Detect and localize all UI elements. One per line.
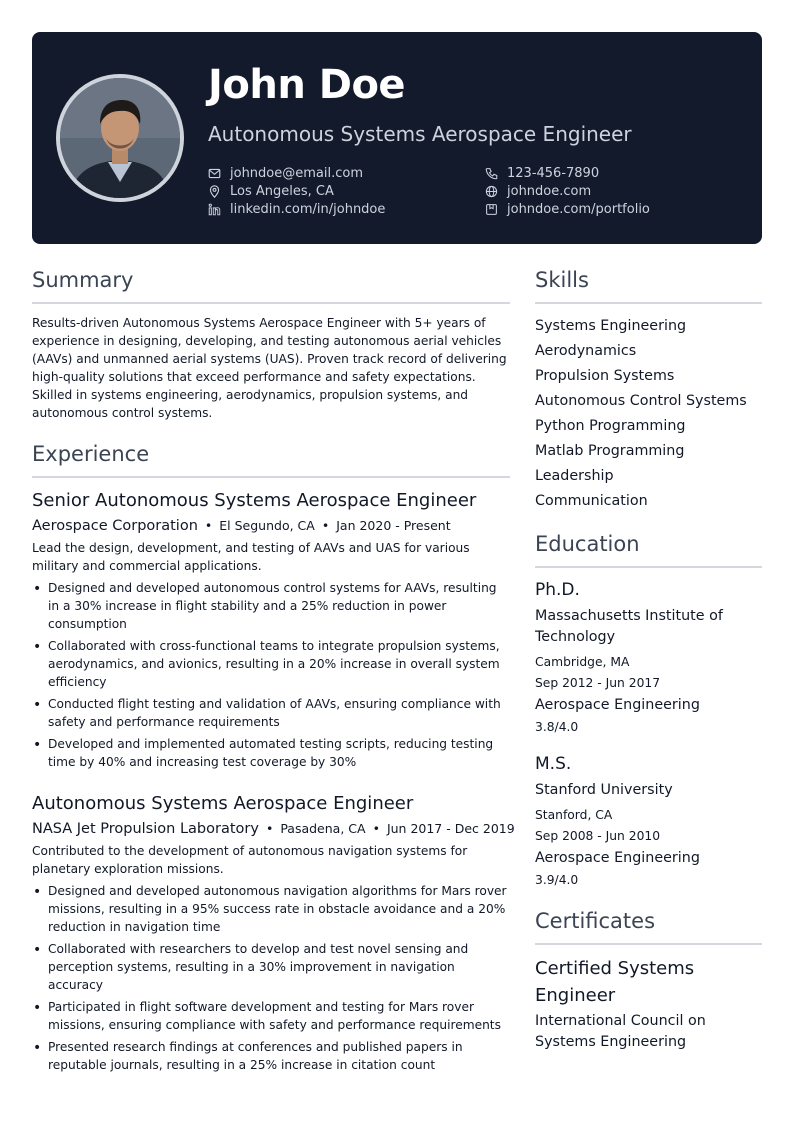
- job-bullets: [32, 882, 510, 1074]
- profile-photo: [56, 74, 184, 202]
- resume-header: [32, 32, 762, 244]
- edu-dates: Sep 2008 - Jun 2010: [535, 829, 661, 843]
- mail-icon: [208, 167, 221, 180]
- certificate-name: Certified Systems Engineer: [535, 958, 695, 1006]
- contact-website[interactable]: [485, 184, 591, 199]
- contact-phone[interactable]: [485, 166, 599, 181]
- contact-linkedin[interactable]: [208, 202, 385, 217]
- education-list: [535, 580, 762, 887]
- list-item: • Designed and developed autonomous control systems for AAVs, resulting in a 30% increase in flight stability and a 25% reduction in power consumption: [32, 579, 510, 633]
- summary-heading: Summary: [32, 268, 510, 304]
- job-dates: Jan 2020 - Present: [336, 518, 451, 533]
- skill-item: Python Programming: [535, 418, 686, 434]
- edu-school: Stanford University: [535, 782, 673, 798]
- job-bullets: [32, 579, 510, 771]
- certificate-org: International Council on Systems Engineering: [535, 1013, 706, 1050]
- contact-email-text: johndoe@email.com: [230, 166, 363, 181]
- contact-website-text: johndoe.com: [507, 184, 592, 199]
- profile-photo-image: [60, 78, 180, 198]
- job-company: Aerospace Corporation: [32, 518, 198, 534]
- phone-icon: [485, 167, 498, 180]
- job-description: Contributed to the development of autonomous navigation systems for planetary exploration missions.: [32, 844, 468, 876]
- candidate-name: John Doe: [208, 62, 406, 108]
- globe-icon: [485, 185, 498, 198]
- separator-dot: •: [204, 518, 213, 533]
- skill-item: Systems Engineering: [535, 318, 687, 334]
- job-meta: [32, 518, 510, 534]
- edu-location: Cambridge, MA: [535, 655, 630, 669]
- job-entry: [32, 490, 510, 771]
- edu-field: Aerospace Engineering: [535, 697, 700, 713]
- job-title: Autonomous Systems Aerospace Engineer: [32, 793, 414, 814]
- list-item: • Conducted flight testing and validation of AAVs, ensuring compliance with safety and performance requirements: [32, 695, 510, 731]
- certificate-entry: [535, 955, 762, 1053]
- candidate-role: Autonomous Systems Aerospace Engineer: [208, 122, 632, 146]
- map-pin-icon: [208, 185, 221, 198]
- job-entry: [32, 793, 515, 1074]
- separator-dot: •: [372, 821, 380, 836]
- skill-item: Communication: [535, 493, 648, 509]
- list-item: • Collaborated with cross-functional teams to integrate propulsion systems, aerodynamics, and avionics, resulting in a 20% increase in overall system efficiency: [32, 637, 510, 691]
- contact-linkedin-text: linkedin.com/in/johndoe: [230, 202, 386, 217]
- education-entry: [535, 754, 762, 887]
- separator-dot: •: [265, 821, 274, 836]
- edu-degree: M.S.: [535, 754, 572, 774]
- skills-heading: Skills: [535, 268, 762, 304]
- certificates-heading: Certificates: [535, 909, 762, 945]
- job-company: NASA Jet Propulsion Laboratory: [32, 821, 259, 837]
- edu-dates: Sep 2012 - Jun 2017: [535, 676, 661, 690]
- skill-item: Leadership: [535, 468, 614, 484]
- job-location: El Segundo, CA: [219, 518, 315, 533]
- job-dates: Jun 2017 - Dec 2019: [386, 821, 515, 836]
- list-item: • Developed and implemented automated testing scripts, reducing testing time by 40% and increasing test coverage by 30%: [32, 735, 510, 771]
- edu-gpa: 3.9/4.0: [535, 873, 579, 887]
- contact-location: [208, 184, 334, 199]
- list-item: • Collaborated with researchers to develop and test novel sensing and perception systems, resulting in a 30% improvement in navigation accuracy: [32, 940, 510, 994]
- skill-item: Propulsion Systems: [535, 368, 675, 384]
- summary-text: Results-driven Autonomous Systems Aerospace Engineer with 5+ years of experience in designing, developing, and testing autonomous aerial vehicles (AAVs) and unmanned aerial systems (UAS). Proven track record of delivering high-quality solutions that exceed performance and safety expectations. Skilled in systems engineering, aerodynamics, propulsion systems, and autonomous control systems.: [32, 316, 507, 420]
- skill-item: Aerodynamics: [535, 343, 637, 359]
- contact-portfolio[interactable]: [485, 202, 650, 217]
- list-item: • Presented research findings at conferences and published papers in reputable journals, resulting in a 25% increase in citation count: [32, 1038, 510, 1074]
- education-entry: [535, 580, 762, 734]
- skill-item: Matlab Programming: [535, 443, 685, 459]
- experience-heading: Experience: [32, 442, 510, 478]
- edu-location: Stanford, CA: [535, 808, 613, 822]
- separator-dot: •: [321, 518, 330, 533]
- sidebar-column: [535, 268, 762, 1053]
- skill-item: Autonomous Control Systems: [535, 393, 747, 409]
- edu-field: Aerospace Engineering: [535, 850, 700, 866]
- list-item: • Participated in flight software development and testing for Mars rover missions, ensuring compliance with safety and performance requirements: [32, 998, 510, 1034]
- job-title: Senior Autonomous Systems Aerospace Engineer: [32, 490, 477, 511]
- contact-phone-text: 123-456-7890: [507, 166, 600, 181]
- main-column: [32, 268, 515, 1078]
- job-description: Lead the design, development, and testing of AAVs and UAS for various military and commercial applications.: [32, 541, 470, 573]
- contact-portfolio-text: johndoe.com/portfolio: [507, 202, 650, 217]
- portfolio-icon: [485, 203, 498, 216]
- job-location: Pasadena, CA: [280, 821, 366, 836]
- contact-email[interactable]: [208, 166, 363, 181]
- edu-school: Massachusetts Institute of Technology: [535, 608, 723, 645]
- contact-location-text: Los Angeles, CA: [230, 184, 334, 199]
- skills-list: [535, 314, 762, 514]
- list-item: • Designed and developed autonomous navigation algorithms for Mars rover missions, resulting in a 95% success rate in obstacle avoidance and a 20% reduction in navigation time: [32, 882, 510, 936]
- linkedin-icon: [208, 203, 221, 216]
- edu-gpa: 3.8/4.0: [535, 720, 579, 734]
- education-heading: Education: [535, 532, 762, 568]
- edu-degree: Ph.D.: [535, 580, 580, 600]
- job-meta: [32, 821, 515, 837]
